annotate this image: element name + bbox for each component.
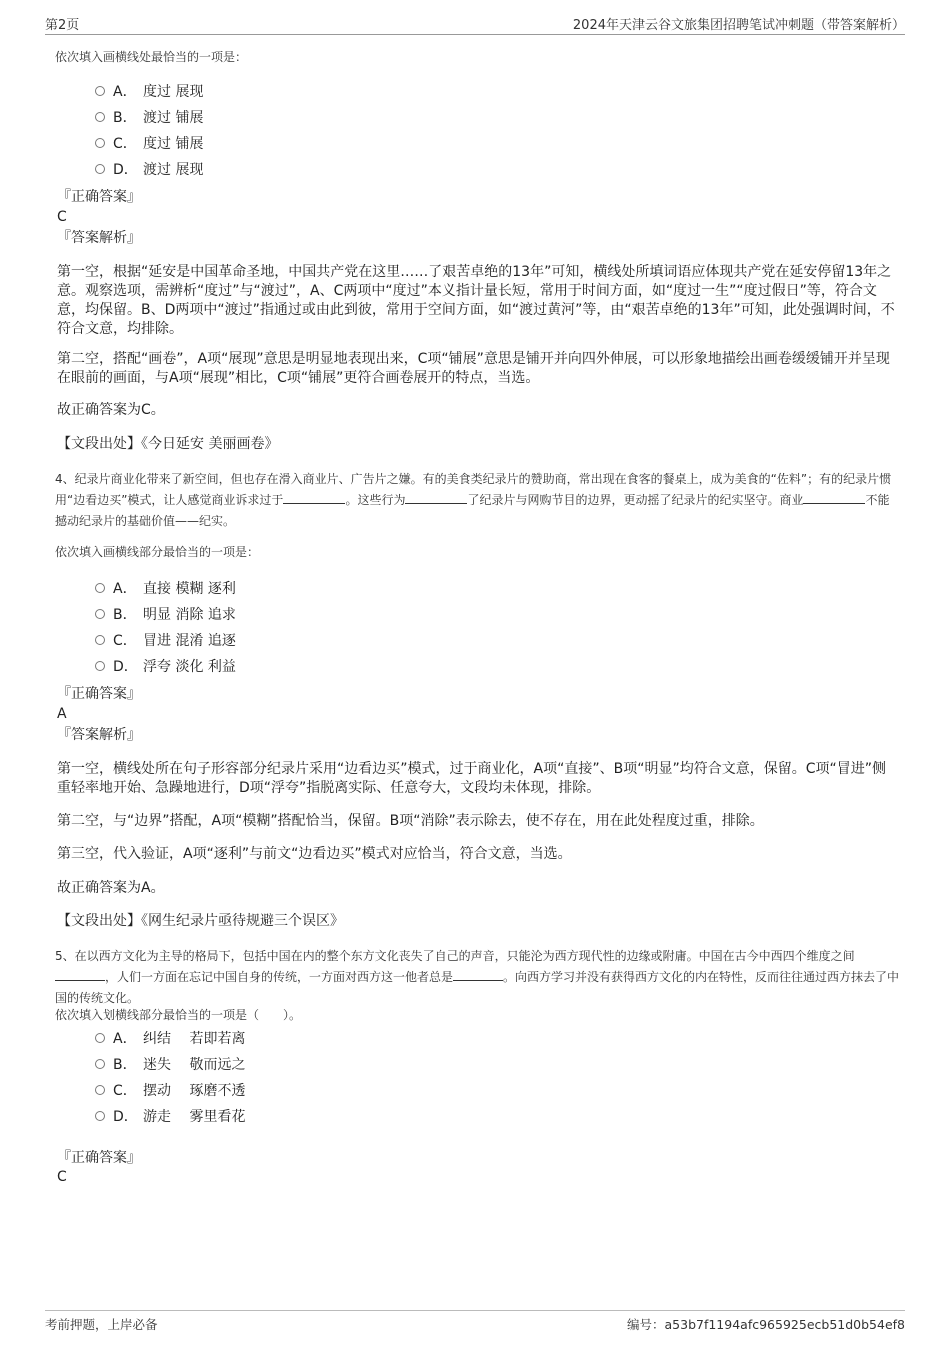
q4-option-b[interactable]: B． 明显 消除 追求 — [95, 605, 236, 625]
radio-icon[interactable] — [95, 86, 105, 96]
page-number: 第2页 — [45, 18, 80, 33]
q4-analysis-p1: 第一空，横线处所在句子形容部分纪录片采用“边看边买”模式，过于商业化，A项“直接”、B项“明显”均符合文意，保留。C项“冒进”侧重轻率地开始、急躁地进行，D项“浮夸”指脱离实际、任意夸大，文段均未体现，排除。 — [57, 761, 886, 796]
q3-analysis-label: 『答案解析』 — [57, 230, 141, 246]
radio-icon[interactable] — [95, 609, 105, 619]
footer-slogan: 考前押题，上岸必备 — [45, 1317, 158, 1332]
radio-icon[interactable] — [95, 138, 105, 148]
radio-icon[interactable] — [95, 112, 105, 122]
q4-source: 【文段出处】《网生纪录片亟待规避三个误区》 — [57, 913, 344, 929]
q3-source: 【文段出处】《今日延安 美丽画卷》 — [57, 436, 279, 452]
q5-answer-label: 『正确答案』 — [57, 1150, 141, 1166]
radio-icon[interactable] — [95, 1111, 105, 1121]
q4-option-a[interactable]: A． 直接 模糊 逐利 — [95, 579, 236, 599]
q4-prompt: 依次填入画横线部分最恰当的一项是： — [55, 545, 260, 559]
answer-blank — [55, 968, 105, 981]
answer-blank — [283, 491, 345, 504]
q4-answer: A — [57, 706, 67, 722]
q4-option-d[interactable]: D． 浮夸 淡化 利益 — [95, 657, 236, 677]
document-id: 编号：a53b7f1194afc965925ecb51d0b54ef8 — [627, 1317, 905, 1332]
q3-option-a[interactable]: A． 度过 展现 — [95, 82, 203, 102]
q4-answer-label: 『正确答案』 — [57, 686, 141, 702]
page-header — [45, 14, 905, 35]
q5-option-b[interactable]: B． 迷失 敬而远之 — [95, 1055, 245, 1075]
answer-blank — [803, 491, 865, 504]
q5-option-c[interactable]: C． 摆动 琢磨不透 — [95, 1081, 245, 1101]
document-title: 2024年天津云谷文旅集团招聘笔试冲刺题（带答案解析） — [572, 18, 905, 33]
q3-analysis-p1: 第一空，根据“延安是中国革命圣地，中国共产党在这里……了艰苦卓绝的13年”可知，横线处所填词语应体现共产党在延安停留13年之意。观察选项，需辨析“度过”与“渡过”，A、C两项中“度过”本义指计量长短，常用于时间方面，如“度过一生”“度过假日”等，符合文意，均保留。B、D两项中“渡过”指通过或由此到彼，常用于空间方面，如“渡过黄河”等，由“艰苦卓绝的13年”可知，此处强调时间，不符合文意，均排除。 — [57, 264, 895, 337]
q3-answer: C — [57, 209, 67, 225]
q3-option-b[interactable]: B． 渡过 铺展 — [95, 108, 203, 128]
q5-prompt: 依次填入划横线部分最恰当的一项是（ ）。 — [55, 1008, 302, 1022]
q4-analysis-p2: 第二空，与“边界”搭配，A项“模糊”搭配恰当，保留。B项“消除”表示除去，使不存在，用在此处程度过重，排除。 — [57, 813, 764, 829]
q5-option-a[interactable]: A． 纠结 若即若离 — [95, 1029, 245, 1049]
answer-blank — [405, 491, 467, 504]
radio-icon[interactable] — [95, 583, 105, 593]
radio-icon[interactable] — [95, 164, 105, 174]
q4-stem: 4、纪录片商业化带来了新空间，但也存在滑入商业片、广告片之嫌。有的美食类纪录片的赞助商，常出现在食客的餐桌上，成为美食的“佐料”；有的纪录片惯用“边看边买”模式，让人感觉商业诉求过于 。这些行为 了纪录片与网购节目的边界，更动摇了纪录片的纪实坚守。商业 不能撼动纪录片的基础价值——纪实。 — [55, 472, 892, 528]
page-footer — [45, 1310, 905, 1332]
q5-option-d[interactable]: D． 游走 雾里看花 — [95, 1107, 245, 1127]
q5-stem: 5、在以西方文化为主导的格局下，包括中国在内的整个东方文化丧失了自己的声音，只能沦为西方现代性的边缘或附庸。中国在古今中西四个维度之间，人们一方面在忘记中国自身的传统，一方面对西方这一他者总是 。向西方学习并没有获得西方文化的内在特性，反而往往通过西方抹去了中国的传统文化。 — [55, 949, 900, 1005]
q3-analysis-p2: 第二空，搭配“画卷”，A项“展现”意思是明显地表现出来，C项“铺展”意思是铺开并向四外伸展，可以形象地描绘出画卷缓缓铺开并呈现在眼前的画面，与A项“展现”相比，C项“铺展”更符合画卷展开的特点，当选。 — [57, 351, 890, 386]
q3-answer-label: 『正确答案』 — [57, 189, 141, 205]
q3-option-d[interactable]: D． 渡过 展现 — [95, 160, 203, 180]
q4-analysis-p3: 第三空，代入验证，A项“逐利”与前文“边看边买”模式对应恰当，符合文意，当选。 — [57, 846, 572, 862]
radio-icon[interactable] — [95, 1085, 105, 1095]
radio-icon[interactable] — [95, 1059, 105, 1069]
q4-option-c[interactable]: C． 冒进 混淆 追逐 — [95, 631, 236, 651]
q4-analysis-label: 『答案解析』 — [57, 727, 141, 743]
q3-prompt: 依次填入画横线处最恰当的一项是： — [55, 50, 248, 64]
q3-option-c[interactable]: C． 度过 铺展 — [95, 134, 203, 154]
q3-analysis-p3: 故正确答案为C。 — [57, 402, 165, 418]
answer-blank — [453, 968, 503, 981]
q5-answer: C — [57, 1169, 67, 1185]
radio-icon[interactable] — [95, 1033, 105, 1043]
q4-analysis-p4: 故正确答案为A。 — [57, 880, 165, 896]
radio-icon[interactable] — [95, 635, 105, 645]
radio-icon[interactable] — [95, 661, 105, 671]
